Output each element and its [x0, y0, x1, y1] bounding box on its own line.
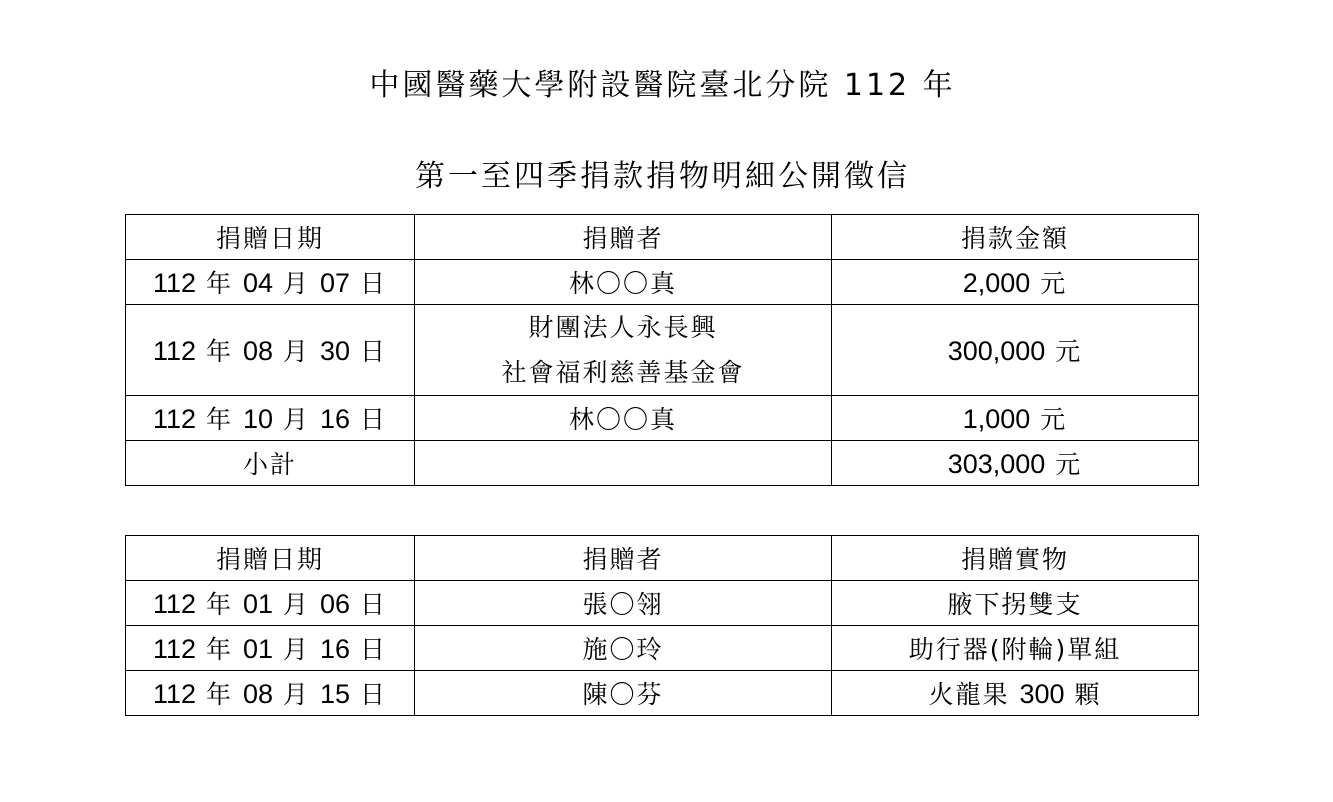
- donated-item: 腋下拐雙支: [832, 581, 1199, 626]
- donation-amount: 300,000 元: [832, 305, 1199, 396]
- donated-item: 助行器(附輪)單組: [832, 626, 1199, 671]
- table-row: [126, 671, 1199, 716]
- table-row: [126, 396, 1199, 441]
- donor-name: [415, 305, 832, 396]
- donor-name: 施〇玲: [415, 626, 832, 671]
- subtotal-label: 小計: [126, 441, 415, 486]
- donation-date: 112 年 04 月 07 日: [126, 260, 415, 305]
- table-row: [126, 305, 1199, 396]
- donation-date: 112 年 08 月 30 日: [126, 305, 415, 396]
- donation-amount: 1,000 元: [832, 396, 1199, 441]
- subtotal-row: [126, 441, 1199, 486]
- donation-date: 112 年 01 月 06 日: [126, 581, 415, 626]
- table-row: [126, 260, 1199, 305]
- subtotal-empty-cell: [415, 441, 832, 486]
- donation-amount: 2,000 元: [832, 260, 1199, 305]
- donor-name-line: 社會福利慈善基金會: [501, 358, 745, 387]
- column-header-donor: 捐贈者: [415, 215, 832, 260]
- column-header-item: 捐贈實物: [832, 536, 1199, 581]
- table-header-row: [126, 536, 1199, 581]
- table-header-row: [126, 215, 1199, 260]
- column-header-donor: 捐贈者: [415, 536, 832, 581]
- cash-donation-table: [125, 214, 1199, 486]
- donation-date: 112 年 08 月 15 日: [126, 671, 415, 716]
- document-title: 中國醫藥大學附設醫院臺北分院 112 年: [369, 68, 956, 103]
- donor-name: 林〇〇真: [415, 396, 832, 441]
- donor-name: 林〇〇真: [415, 260, 832, 305]
- table-row: [126, 626, 1199, 671]
- donor-name-line: 財團法人永長興: [528, 313, 718, 342]
- donor-name: 陳〇芬: [415, 671, 832, 716]
- column-header-date: 捐贈日期: [126, 536, 415, 581]
- subtotal-amount: 303,000 元: [832, 441, 1199, 486]
- document-subtitle: 第一至四季捐款捐物明細公開徵信: [415, 159, 910, 194]
- donor-name: 張〇翎: [415, 581, 832, 626]
- column-header-date: 捐贈日期: [126, 215, 415, 260]
- donation-date: 112 年 01 月 16 日: [126, 626, 415, 671]
- table-row: [126, 581, 1199, 626]
- donation-date: 112 年 10 月 16 日: [126, 396, 415, 441]
- column-header-amount: 捐款金額: [832, 215, 1199, 260]
- in-kind-donation-table: [125, 535, 1199, 716]
- donated-item: 火龍果 300 顆: [832, 671, 1199, 716]
